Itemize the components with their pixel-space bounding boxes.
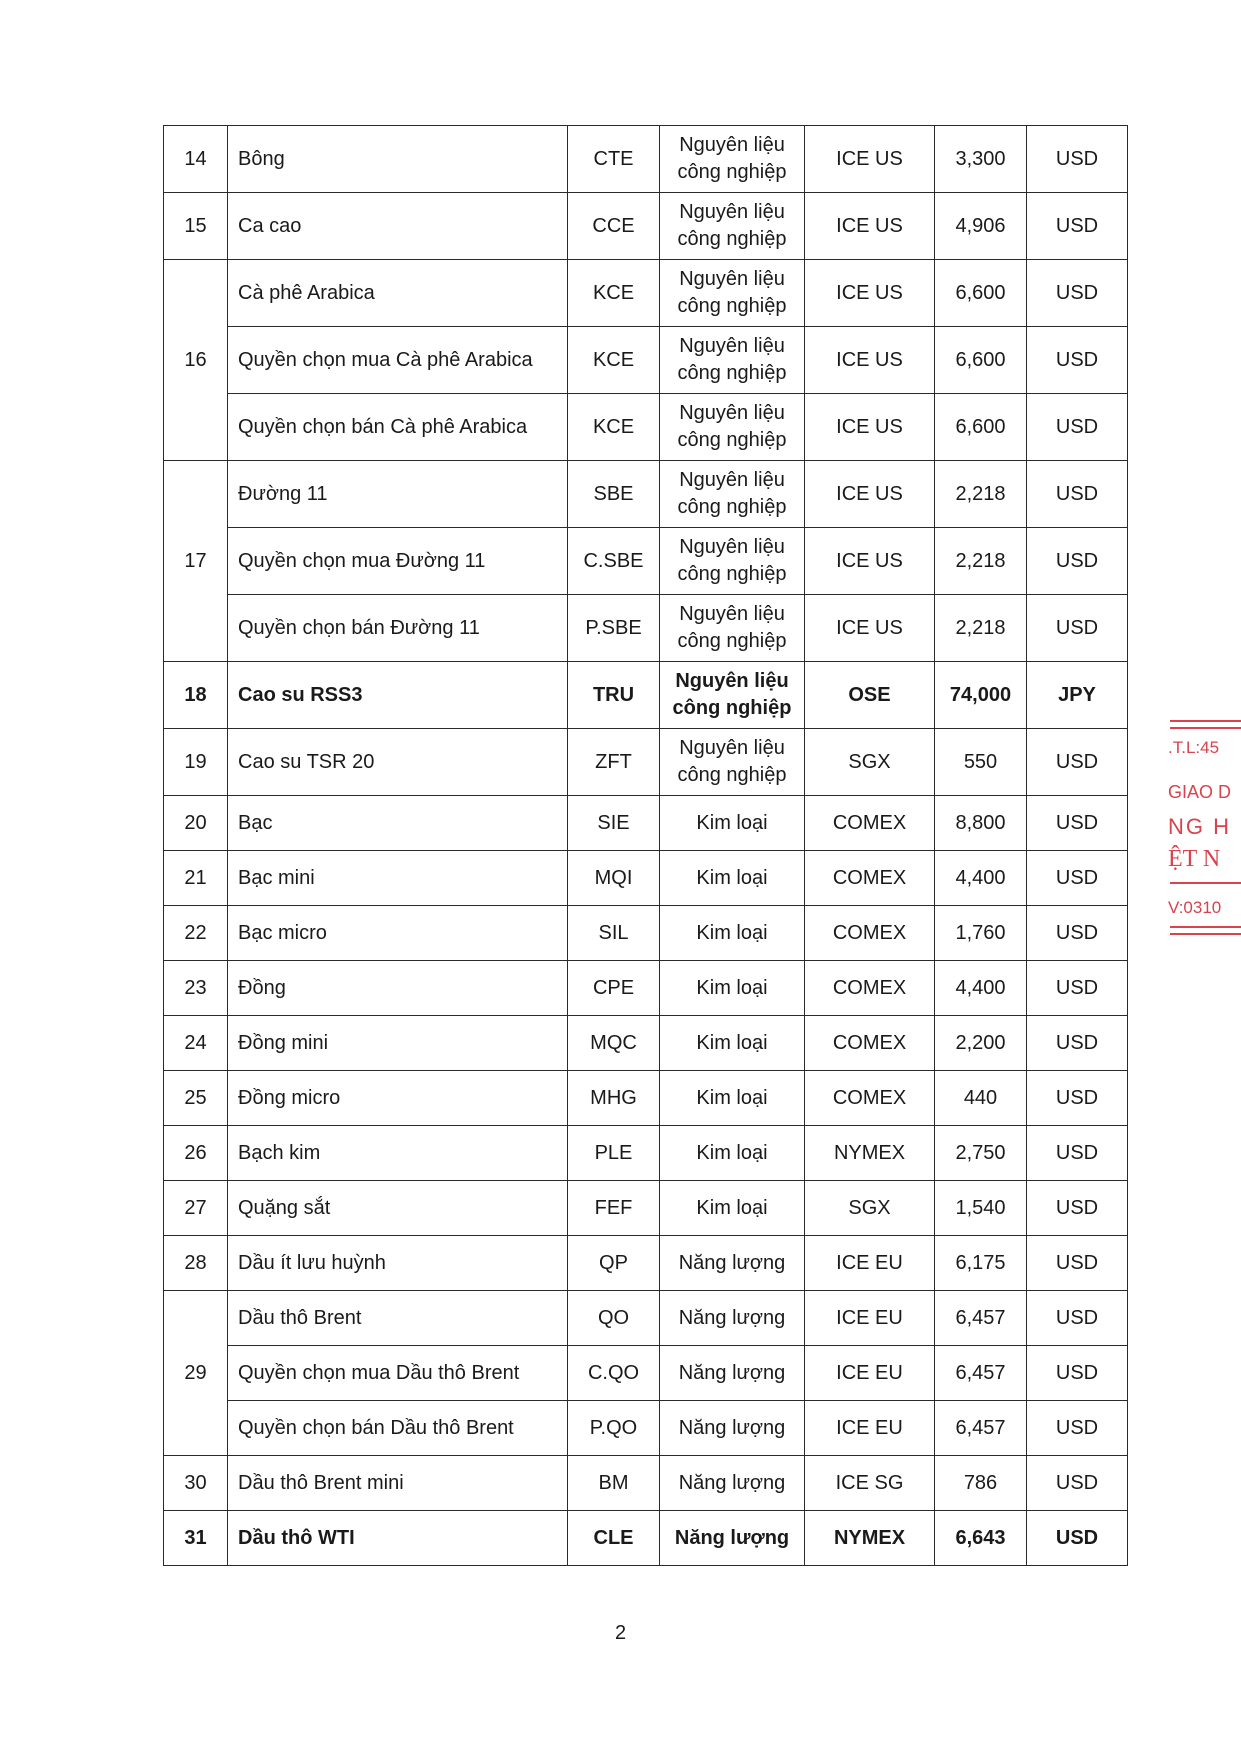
row-number: 29	[164, 1291, 228, 1456]
row-number: 25	[164, 1071, 228, 1126]
cell-name: Dầu thô WTI	[228, 1511, 568, 1566]
cell-group: Năng lượng	[660, 1291, 805, 1346]
cell-currency: USD	[1027, 1511, 1128, 1566]
cell-exchange: ICE EU	[805, 1236, 935, 1291]
cell-name: Quyền chọn mua Dầu thô Brent	[228, 1346, 568, 1401]
company-stamp	[1162, 718, 1241, 950]
row-number: 14	[164, 126, 228, 193]
cell-currency: USD	[1027, 394, 1128, 461]
cell-currency: JPY	[1027, 662, 1128, 729]
table-body	[164, 126, 1128, 1566]
table-row	[164, 1126, 1128, 1181]
cell-amount: 2,200	[935, 1016, 1027, 1071]
cell-exchange: ICE US	[805, 461, 935, 528]
cell-group: Nguyên liệu công nghiệp	[660, 260, 805, 327]
row-number: 19	[164, 729, 228, 796]
row-number: 30	[164, 1456, 228, 1511]
cell-name: Bạc mini	[228, 851, 568, 906]
cell-group: Nguyên liệu công nghiệp	[660, 126, 805, 193]
cell-code: P.SBE	[568, 595, 660, 662]
cell-code: KCE	[568, 260, 660, 327]
cell-amount: 8,800	[935, 796, 1027, 851]
cell-exchange: OSE	[805, 662, 935, 729]
cell-code: SIE	[568, 796, 660, 851]
cell-amount: 4,400	[935, 961, 1027, 1016]
cell-name: Quyền chọn bán Dầu thô Brent	[228, 1401, 568, 1456]
row-number: 24	[164, 1016, 228, 1071]
cell-exchange: COMEX	[805, 906, 935, 961]
cell-code: MQI	[568, 851, 660, 906]
cell-currency: USD	[1027, 595, 1128, 662]
cell-amount: 2,218	[935, 595, 1027, 662]
cell-currency: USD	[1027, 729, 1128, 796]
cell-name: Cao su TSR 20	[228, 729, 568, 796]
cell-amount: 2,750	[935, 1126, 1027, 1181]
cell-name: Quyền chọn bán Cà phê Arabica	[228, 394, 568, 461]
table-row	[164, 1346, 1128, 1401]
cell-code: C.SBE	[568, 528, 660, 595]
cell-exchange: ICE US	[805, 327, 935, 394]
row-number: 20	[164, 796, 228, 851]
table-row	[164, 595, 1128, 662]
cell-group: Nguyên liệu công nghiệp	[660, 394, 805, 461]
cell-exchange: SGX	[805, 1181, 935, 1236]
cell-code: PLE	[568, 1126, 660, 1181]
cell-amount: 74,000	[935, 662, 1027, 729]
cell-name: Quyền chọn mua Cà phê Arabica	[228, 327, 568, 394]
cell-group: Kim loại	[660, 851, 805, 906]
cell-name: Đồng	[228, 961, 568, 1016]
cell-exchange: ICE US	[805, 193, 935, 260]
stamp-line: ỆT N	[1168, 846, 1221, 872]
cell-currency: USD	[1027, 260, 1128, 327]
cell-currency: USD	[1027, 1236, 1128, 1291]
cell-code: QP	[568, 1236, 660, 1291]
cell-exchange: COMEX	[805, 851, 935, 906]
cell-code: BM	[568, 1456, 660, 1511]
cell-exchange: ICE EU	[805, 1291, 935, 1346]
cell-group: Nguyên liệu công nghiệp	[660, 729, 805, 796]
cell-amount: 6,600	[935, 327, 1027, 394]
row-number: 28	[164, 1236, 228, 1291]
cell-currency: USD	[1027, 126, 1128, 193]
row-number: 16	[164, 260, 228, 461]
stamp-line: V:0310	[1168, 898, 1222, 917]
cell-amount: 3,300	[935, 126, 1027, 193]
table-row	[164, 1181, 1128, 1236]
cell-currency: USD	[1027, 796, 1128, 851]
cell-group: Năng lượng	[660, 1511, 805, 1566]
row-number: 23	[164, 961, 228, 1016]
cell-group: Kim loại	[660, 796, 805, 851]
table-row	[164, 193, 1128, 260]
cell-code: KCE	[568, 327, 660, 394]
cell-group: Nguyên liệu công nghiệp	[660, 327, 805, 394]
cell-name: Bạch kim	[228, 1126, 568, 1181]
cell-amount: 6,643	[935, 1511, 1027, 1566]
page-number: 2	[614, 1622, 627, 1644]
cell-currency: USD	[1027, 1016, 1128, 1071]
row-number: 26	[164, 1126, 228, 1181]
cell-currency: USD	[1027, 1071, 1128, 1126]
cell-amount: 6,457	[935, 1346, 1027, 1401]
table-row	[164, 394, 1128, 461]
cell-code: CTE	[568, 126, 660, 193]
cell-exchange: NYMEX	[805, 1511, 935, 1566]
cell-name: Cà phê Arabica	[228, 260, 568, 327]
table-row	[164, 662, 1128, 729]
row-number: 18	[164, 662, 228, 729]
cell-amount: 4,400	[935, 851, 1027, 906]
cell-currency: USD	[1027, 1181, 1128, 1236]
cell-name: Dầu thô Brent mini	[228, 1456, 568, 1511]
cell-amount: 2,218	[935, 528, 1027, 595]
table-row	[164, 961, 1128, 1016]
cell-code: CPE	[568, 961, 660, 1016]
cell-group: Nguyên liệu công nghiệp	[660, 193, 805, 260]
table-row	[164, 126, 1128, 193]
cell-currency: USD	[1027, 193, 1128, 260]
cell-amount: 6,600	[935, 394, 1027, 461]
cell-code: FEF	[568, 1181, 660, 1236]
cell-exchange: COMEX	[805, 796, 935, 851]
cell-group: Năng lượng	[660, 1346, 805, 1401]
cell-code: CLE	[568, 1511, 660, 1566]
cell-name: Dầu ít lưu huỳnh	[228, 1236, 568, 1291]
cell-name: Cao su RSS3	[228, 662, 568, 729]
cell-exchange: ICE EU	[805, 1401, 935, 1456]
cell-exchange: ICE US	[805, 528, 935, 595]
cell-currency: USD	[1027, 1401, 1128, 1456]
cell-currency: USD	[1027, 906, 1128, 961]
cell-name: Quặng sắt	[228, 1181, 568, 1236]
cell-currency: USD	[1027, 1456, 1128, 1511]
cell-exchange: NYMEX	[805, 1126, 935, 1181]
cell-currency: USD	[1027, 528, 1128, 595]
row-number: 17	[164, 461, 228, 662]
cell-name: Bông	[228, 126, 568, 193]
cell-amount: 1,540	[935, 1181, 1027, 1236]
cell-group: Kim loại	[660, 1071, 805, 1126]
cell-exchange: SGX	[805, 729, 935, 796]
cell-exchange: COMEX	[805, 1071, 935, 1126]
cell-name: Đồng mini	[228, 1016, 568, 1071]
cell-name: Quyền chọn bán Đường 11	[228, 595, 568, 662]
row-number: 21	[164, 851, 228, 906]
cell-amount: 1,760	[935, 906, 1027, 961]
cell-amount: 4,906	[935, 193, 1027, 260]
cell-currency: USD	[1027, 851, 1128, 906]
stamp-line: NG H	[1168, 814, 1231, 839]
cell-amount: 6,600	[935, 260, 1027, 327]
table-row	[164, 729, 1128, 796]
cell-group: Kim loại	[660, 1181, 805, 1236]
cell-currency: USD	[1027, 327, 1128, 394]
cell-group: Kim loại	[660, 961, 805, 1016]
table-row	[164, 796, 1128, 851]
row-number: 22	[164, 906, 228, 961]
cell-name: Đồng micro	[228, 1071, 568, 1126]
cell-code: QO	[568, 1291, 660, 1346]
cell-name: Bạc	[228, 796, 568, 851]
cell-exchange: ICE US	[805, 394, 935, 461]
table-row	[164, 1071, 1128, 1126]
cell-amount: 786	[935, 1456, 1027, 1511]
stamp-line: .T.L:45	[1168, 738, 1220, 757]
table-row	[164, 260, 1128, 327]
cell-group: Năng lượng	[660, 1236, 805, 1291]
cell-exchange: ICE EU	[805, 1346, 935, 1401]
cell-code: C.QO	[568, 1346, 660, 1401]
cell-group: Năng lượng	[660, 1456, 805, 1511]
cell-amount: 6,457	[935, 1401, 1027, 1456]
cell-code: TRU	[568, 662, 660, 729]
cell-code: KCE	[568, 394, 660, 461]
cell-code: MHG	[568, 1071, 660, 1126]
cell-exchange: COMEX	[805, 1016, 935, 1071]
cell-exchange: COMEX	[805, 961, 935, 1016]
cell-code: CCE	[568, 193, 660, 260]
table-row	[164, 1401, 1128, 1456]
table-row	[164, 851, 1128, 906]
cell-exchange: ICE US	[805, 595, 935, 662]
cell-name: Dầu thô Brent	[228, 1291, 568, 1346]
cell-name: Ca cao	[228, 193, 568, 260]
cell-name: Bạc micro	[228, 906, 568, 961]
table-row	[164, 1456, 1128, 1511]
stamp-line: GIAO D	[1168, 782, 1232, 802]
cell-exchange: ICE US	[805, 260, 935, 327]
cell-group: Kim loại	[660, 906, 805, 961]
table-row	[164, 1016, 1128, 1071]
cell-group: Kim loại	[660, 1016, 805, 1071]
cell-group: Nguyên liệu công nghiệp	[660, 528, 805, 595]
row-number: 27	[164, 1181, 228, 1236]
cell-exchange: ICE US	[805, 126, 935, 193]
cell-code: SBE	[568, 461, 660, 528]
cell-currency: USD	[1027, 461, 1128, 528]
cell-currency: USD	[1027, 961, 1128, 1016]
table-row	[164, 327, 1128, 394]
table-row	[164, 461, 1128, 528]
cell-amount: 6,457	[935, 1291, 1027, 1346]
cell-code: ZFT	[568, 729, 660, 796]
cell-currency: USD	[1027, 1291, 1128, 1346]
table-row	[164, 1511, 1128, 1566]
table-row	[164, 906, 1128, 961]
cell-group: Năng lượng	[660, 1401, 805, 1456]
cell-amount: 2,218	[935, 461, 1027, 528]
cell-group: Kim loại	[660, 1126, 805, 1181]
cell-code: MQC	[568, 1016, 660, 1071]
table-row	[164, 1236, 1128, 1291]
row-number: 31	[164, 1511, 228, 1566]
table-row	[164, 1291, 1128, 1346]
cell-code: P.QO	[568, 1401, 660, 1456]
cell-group: Nguyên liệu công nghiệp	[660, 595, 805, 662]
cell-group: Nguyên liệu công nghiệp	[660, 662, 805, 729]
cell-exchange: ICE SG	[805, 1456, 935, 1511]
table-row	[164, 528, 1128, 595]
cell-amount: 550	[935, 729, 1027, 796]
cell-amount: 440	[935, 1071, 1027, 1126]
cell-currency: USD	[1027, 1126, 1128, 1181]
cell-name: Đường 11	[228, 461, 568, 528]
cell-name: Quyền chọn mua Đường 11	[228, 528, 568, 595]
cell-amount: 6,175	[935, 1236, 1027, 1291]
cell-currency: USD	[1027, 1346, 1128, 1401]
commodity-table	[163, 125, 1128, 1566]
row-number: 15	[164, 193, 228, 260]
cell-group: Nguyên liệu công nghiệp	[660, 461, 805, 528]
cell-code: SIL	[568, 906, 660, 961]
